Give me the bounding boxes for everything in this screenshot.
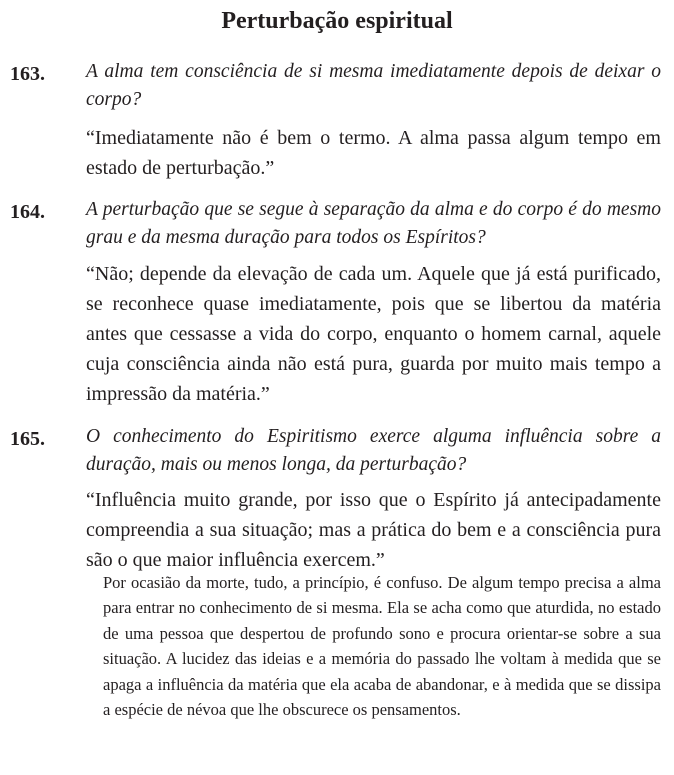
answer-text: “Influência muito grande, por isso que o Espírito já antecipadamente compreendia a sua situação; mas a prática do bem e a consciência pura são o que maior influência exercem.”: [86, 489, 661, 571]
question-number: 165.: [10, 428, 45, 450]
question-number: 163.: [10, 63, 45, 85]
section-title: Perturbação espiritual: [221, 8, 453, 34]
answer-text: “Imediatamente não é bem o termo. A alma passa algum tempo em estado de perturbação.”: [86, 127, 661, 179]
question-text: A perturbação que se segue à separação da alma e do corpo é do mesmo grau e da mesma duração para todos os Espíritos?: [86, 199, 661, 248]
question-text: O conhecimento do Espiritismo exerce alguma influência sobre a duração, mais ou menos longa, da perturbação?: [86, 426, 661, 475]
question-text: A alma tem consciência de si mesma imediatamente depois de deixar o corpo?: [86, 61, 661, 110]
answer-text: “Não; depende da elevação de cada um. Aquele que já está purificado, se reconhece quase imediatamente, pois que se libertou da matéria antes que cessasse a vida do corpo, enquanto o homem carnal, aquele cuja consciência ainda não está pura, guarda por muito mais tempo a impressão da matéria.”: [86, 263, 661, 405]
commentary-paragraph: Por ocasião da morte, tudo, a princípio, é confuso. De algum tempo precisa a alma para entrar no conhecimento de si mesma. Ela se acha como que aturdida, no estado de uma pessoa que despertou de profundo sono e procura orientar-se sobre a sua situação. A lucidez das ideias e a memória do passado lhe voltam à medida que se apaga a influência da matéria que ela acaba de abandonar, e à medida que se dissipa a espécie de névoa que lhe obscurece os pensamentos.: [103, 573, 661, 720]
question-number: 164.: [10, 201, 45, 223]
